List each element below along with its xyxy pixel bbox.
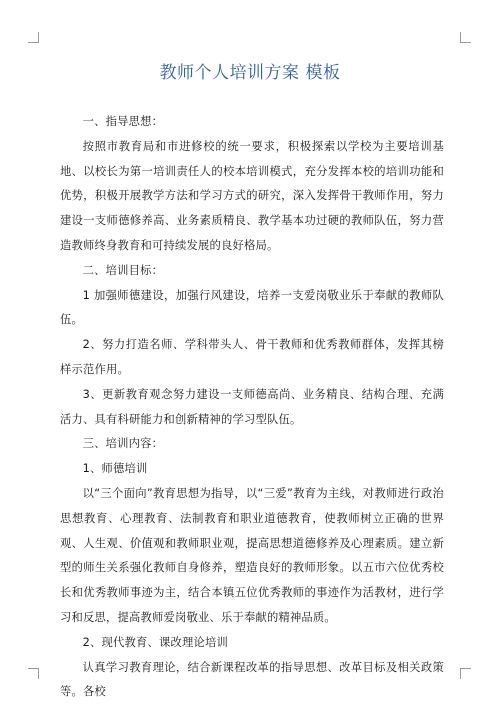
goal-item-3: 3、更新教育观念努力建设一支师德高尚、业务精良、结构合理、充满活力、具有科研能力和创新精神的学习型队伍。 [60,387,444,426]
section-heading-guiding-ideology: 一、指导思想： [82,115,164,128]
goal-item-1: 1 加强师德建设，加强行风建设，培养一支爱岗敬业乐于奉献的教师队伍。 [60,288,444,327]
crop-mark-bottom-right [460,668,471,679]
crop-mark-bottom-left [28,668,39,679]
document-title: 教师个人培训方案 模板 [159,63,341,83]
document-body [60,110,444,705]
section-heading-training-content: 三、培训内容： [82,437,164,451]
paragraph-ethics-training: 以“三个面向”教育思想为指导，以“三爱”教育为主线，对教师进行政治思想教育、心理教育、法制教育和职业道德教育，使教师树立正确的世界观、人生观、价值观和教师职业观，提高思想道德修养及心理素质。建立新型的师生关系强化教师自身修养，塑造良好的教师形象。以五市六位优秀校长和优秀教师事迹为主，结合本镇五位优秀教师的事迹作为活教材，进行学习和反思，提高教师爱岗敬业、乐于奉献的精神品质。 [60,486,444,624]
paragraph-modern-education-training: 认真学习教育理论，结合新课程改革的指导思想、改革目标及相关政策等。各校 [60,660,444,699]
crop-mark-top-right [460,32,471,43]
paragraph-guiding-ideology: 按照市教育局和市进修校的统一要求，积极探索以学校为主要培训基地、以校长为第一培训责任人的校本培训模式，充分发挥本校的培训功能和优势，积极开展教学方法和学习方式的研究，深入发挥骨干教师作用，努力建设一支师德修养高、业务素质精良、教学基本功过硬的教师队伍，努力营造教师终身教育和可持续发展的良好格局。 [60,139,444,252]
section-heading-training-goals: 二、培训目标： [82,263,164,277]
subheading-modern-education-training: 2、现代教育、课改理论培训 [82,635,228,649]
crop-mark-top-left [28,32,39,43]
goal-item-2: 2、努力打造名师、学科带头人、骨干教师和优秀教师群体，发挥其榜样示范作用。 [60,338,444,376]
subheading-ethics-training: 1、师德培训 [82,462,148,476]
